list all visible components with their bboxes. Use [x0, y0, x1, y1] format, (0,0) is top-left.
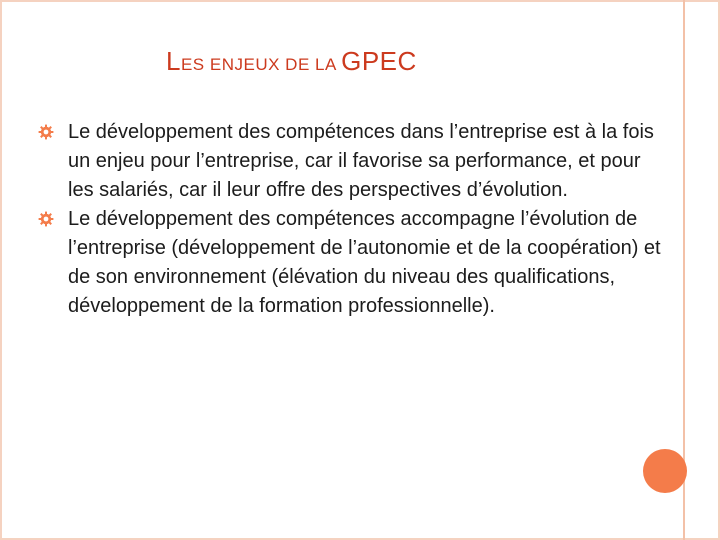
- title-acronym: GPEC: [341, 46, 417, 76]
- bullet-text: Le développement des compétences dans l’entreprise est à la fois un enjeu pour l’entreprise, car il favorise sa performance, et pour les salariés, car il leur offre des perspectives d’évolution.: [68, 121, 654, 201]
- bullet-item: [36, 118, 666, 205]
- gear-icon: [38, 211, 54, 227]
- title-initial: L: [166, 46, 181, 76]
- decorative-circle: [643, 449, 687, 493]
- bullet-item: [36, 205, 666, 321]
- gear-icon: [38, 124, 54, 140]
- bullet-text: Le développement des compétences accompagne l’évolution de l’entreprise (développement de l’autonomie et de la coopération) et de son environnement (élévation du niveau des qualifications, développement de la formation professionnelle).: [68, 208, 661, 317]
- bullet-list: [36, 118, 666, 321]
- slide-title: [166, 46, 417, 77]
- title-small-caps: ES ENJEUX DE LA: [180, 55, 342, 74]
